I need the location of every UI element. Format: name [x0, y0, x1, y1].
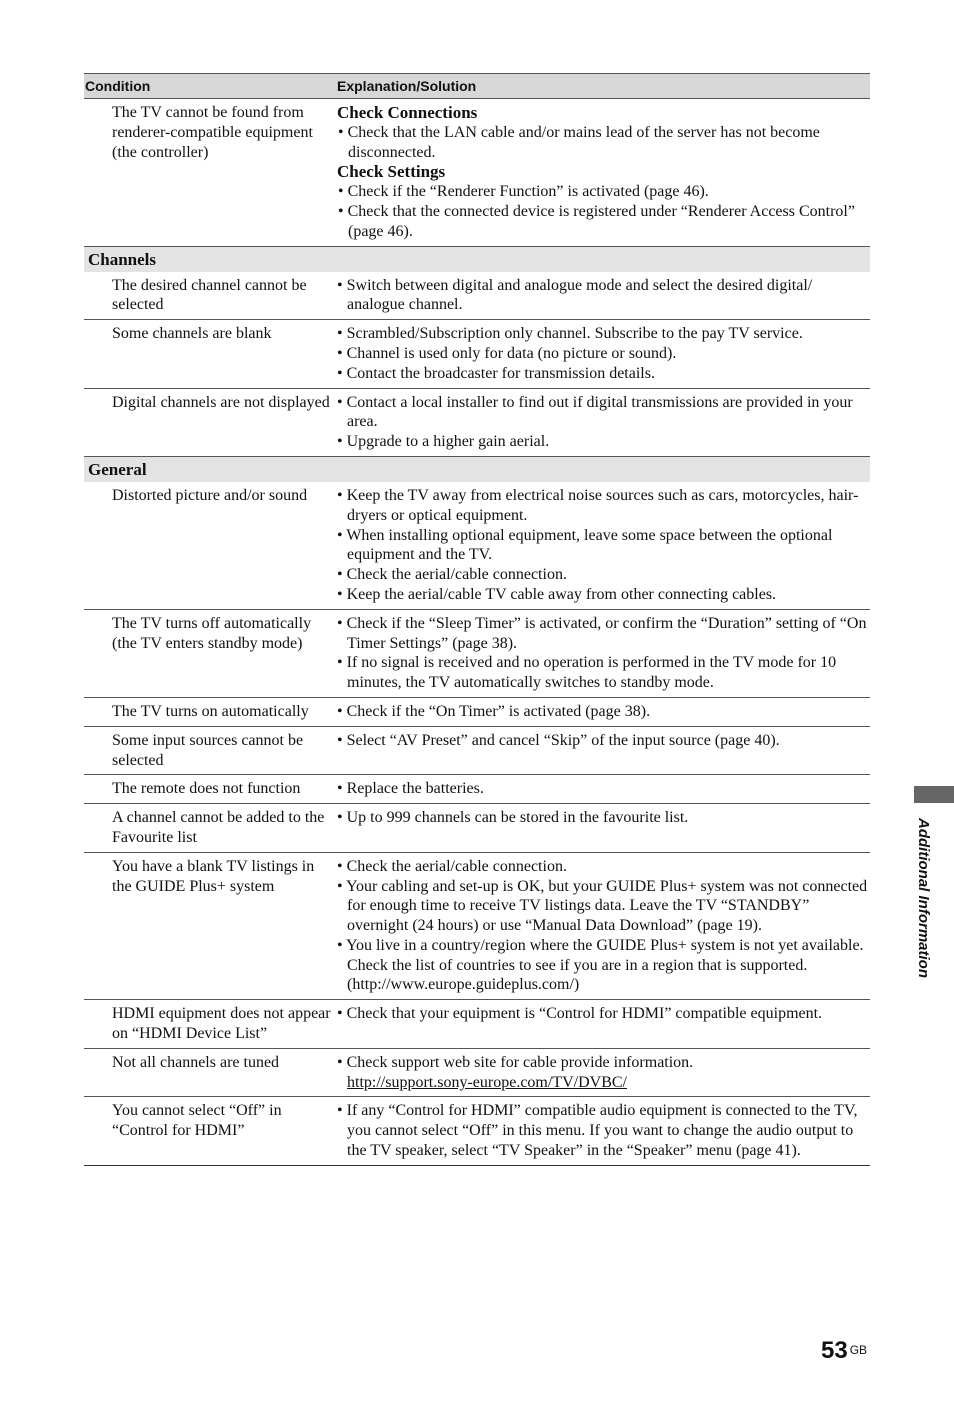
table-row	[84, 853, 870, 1001]
support-link[interactable]: http://support.sony-europe.com/TV/DVBC/	[347, 1073, 627, 1091]
bullet-item: • Scrambled/Subscription only channel. Subscribe to the pay TV service.	[336, 324, 870, 344]
table-row	[84, 727, 870, 776]
table-row	[84, 804, 870, 853]
section-tab-marker	[914, 786, 954, 803]
condition-cell: HDMI equipment does not appear on “HDMI Device List”	[112, 1005, 331, 1043]
condition-cell: The remote does not function	[112, 780, 301, 798]
table-row	[84, 1049, 870, 1098]
condition-cell: The desired channel cannot be selected	[112, 276, 307, 314]
bullet-item: • Channel is used only for data (no picture or sound).	[336, 344, 870, 364]
bullet-item: • Check that your equipment is “Control for HDMI” compatible equipment.	[336, 1004, 870, 1024]
subheading: Check Settings	[337, 162, 446, 182]
header-solution: Explanation/Solution	[337, 78, 477, 94]
table-row	[84, 272, 870, 321]
solution-cell	[332, 320, 870, 387]
solution-cell	[332, 727, 870, 775]
bullet-item: • If no signal is received and no operation is performed in the TV mode for 10 minutes, the TV automatically switches to standby mode.	[336, 653, 870, 693]
table-row	[84, 320, 870, 388]
solution-cell	[332, 389, 870, 456]
side-label	[914, 818, 934, 1018]
bullet-item: • Contact the broadcaster for transmission details.	[336, 364, 870, 384]
bullet-item: • You live in a country/region where the GUIDE Plus+ system is not yet available. Check the list of countries to see if you are in a region that is supported.	[336, 936, 870, 976]
bullet-item: • Check if the “On Timer” is activated (page 38).	[336, 702, 870, 722]
condition-cell: Some input sources cannot be selected	[112, 731, 304, 769]
bullet-item: • Select “AV Preset” and cancel “Skip” of the input source (page 40).	[336, 731, 870, 751]
table-row	[84, 698, 870, 727]
bullet-item: • Check if the “Sleep Timer” is activated, or confirm the “Duration” setting of “On Timer Settings” (page 38).	[336, 614, 870, 654]
solution-cell	[332, 272, 870, 320]
table-row	[84, 775, 870, 804]
table-row	[84, 610, 870, 698]
section-heading-channels: Channels	[84, 247, 870, 272]
solution-cell	[332, 482, 870, 609]
solution-cell	[332, 775, 870, 803]
condition-cell: The TV turns off automatically (the TV enters standby mode)	[112, 614, 312, 652]
bullet-item: • Check that the connected device is registered under “Renderer Access Control” (page 46).	[336, 202, 870, 242]
condition-cell: Some channels are blank	[112, 325, 272, 343]
bullet-item: • Check the aerial/cable connection.	[336, 857, 870, 877]
solution-cell	[332, 853, 870, 1000]
solution-cell	[332, 1049, 870, 1097]
bullet-item: • Check support web site for cable provide information.	[336, 1053, 870, 1073]
bullet-item: • Your cabling and set-up is OK, but your GUIDE Plus+ system was not connected for enough time to receive TV listings data. Leave the TV “STANDBY” overnight (24 hours) or use “Manual Data Download” (page 19).	[336, 877, 870, 936]
page-number-suffix: GB	[849, 1343, 868, 1357]
solution-cell	[332, 804, 870, 852]
table-row	[84, 1097, 870, 1165]
bullet-item: • Replace the batteries.	[336, 779, 870, 799]
section-heading-general: General	[84, 457, 870, 482]
bullet-item: • Up to 999 channels can be stored in the favourite list.	[336, 808, 870, 828]
condition-cell: The TV cannot be found from renderer-compatible equipment (the controller)	[112, 104, 313, 161]
bullet-item: • If any “Control for HDMI” compatible audio equipment is connected to the TV, you cannot select “Off” in this menu. If you want to change the audio output to the TV speaker, select “TV Speaker” in the “Speaker” menu (page 41).	[336, 1101, 870, 1160]
condition-cell: Not all channels are tuned	[112, 1053, 280, 1071]
page-number	[821, 1337, 867, 1365]
solution-cell	[332, 99, 870, 246]
solution-cell	[332, 1000, 870, 1048]
bullet-item: • Check if the “Renderer Function” is activated (page 46).	[336, 182, 870, 202]
bullet-item: • Contact a local installer to find out if digital transmissions are provided in your area.	[336, 393, 870, 433]
side-label-text: Additional Information	[915, 818, 932, 978]
condition-cell: You have a blank TV listings in the GUIDE Plus+ system	[112, 857, 315, 895]
bullet-item: • Switch between digital and analogue mode and select the desired digital/ analogue channel.	[336, 276, 870, 316]
solution-cell	[332, 698, 870, 726]
condition-cell: The TV turns on automatically	[112, 702, 309, 720]
header-condition: Condition	[85, 78, 151, 94]
subheading: Check Connections	[337, 103, 478, 122]
url-text: (http://www.europe.guideplus.com/)	[347, 976, 580, 994]
table-header	[84, 73, 870, 99]
condition-cell: Distorted picture and/or sound	[112, 486, 308, 504]
table-row	[84, 389, 870, 457]
bullet-item: • Check that the LAN cable and/or mains lead of the server has not become disconnected.	[336, 123, 870, 163]
table-row	[84, 1000, 870, 1049]
solution-cell	[332, 1097, 870, 1164]
bullet-item: • Keep the TV away from electrical noise sources such as cars, motorcycles, hair-dryers or optical equipment.	[336, 486, 870, 526]
bullet-item: • Upgrade to a higher gain aerial.	[336, 432, 870, 452]
bullet-item: • Check the aerial/cable connection.	[336, 565, 870, 585]
bullet-item: • Keep the aerial/cable TV cable away from other connecting cables.	[336, 585, 870, 605]
table-row	[84, 99, 870, 247]
table-row	[84, 482, 870, 610]
troubleshooting-table	[84, 73, 870, 1166]
condition-cell: Digital channels are not displayed	[112, 393, 330, 411]
page-number-value: 53	[821, 1337, 848, 1364]
condition-cell: You cannot select “Off” in “Control for HDMI”	[112, 1102, 282, 1140]
condition-cell: A channel cannot be added to the Favourite list	[112, 809, 325, 846]
solution-cell	[332, 610, 870, 697]
bullet-item: • When installing optional equipment, leave some space between the optional equipment and the TV.	[336, 526, 870, 566]
